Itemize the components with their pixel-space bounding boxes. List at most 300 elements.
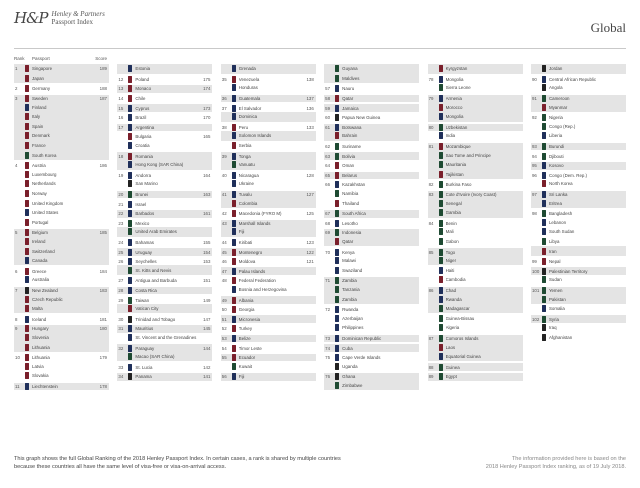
row-rank: 54: [221, 345, 227, 351]
passport-icon: [542, 114, 546, 121]
passport-icon: [128, 161, 132, 168]
row-rank: 19: [118, 172, 124, 178]
passport-icon: [128, 277, 132, 284]
table-row: [14, 74, 109, 84]
table-row: [221, 170, 316, 180]
row-rank: 66: [325, 182, 331, 188]
table-row: [14, 352, 109, 362]
row-rank: 63: [325, 153, 331, 159]
row-country: Singapore: [32, 66, 53, 72]
footer-source-line-1: The information provided here is based on the: [511, 456, 626, 462]
passport-icon: [25, 305, 29, 312]
table-row: [531, 112, 626, 122]
table-row: [531, 304, 626, 314]
row-country: El Salvador: [238, 105, 262, 111]
table-row: [14, 323, 109, 333]
passport-icon: [232, 297, 236, 304]
table-row: [324, 381, 419, 391]
row-country: Lithuania: [32, 344, 50, 350]
table-row: [531, 83, 626, 93]
table-row: [531, 102, 626, 112]
table-row: [531, 285, 626, 295]
passport-icon: [128, 239, 132, 246]
ranking-column: [221, 56, 316, 442]
table-row: [428, 275, 523, 285]
row-country: Mauritania: [445, 162, 467, 168]
passport-icon: [128, 373, 132, 380]
row-country: Mozambique: [445, 144, 471, 150]
row-country: Iraq: [548, 325, 557, 331]
row-rank: 27: [118, 278, 124, 284]
row-rank: 61: [325, 124, 331, 130]
passport-icon: [232, 239, 236, 246]
passport-icon: [25, 162, 29, 169]
table-row: [117, 93, 212, 103]
table-row: [14, 246, 109, 256]
footer-source: [426, 456, 626, 471]
row-country: Costa Rica: [135, 287, 157, 293]
row-country: South Korea: [32, 152, 57, 158]
row-country: Libya: [548, 238, 560, 244]
row-country: Brazil: [135, 115, 147, 121]
row-rank: 93: [531, 144, 537, 150]
table-row: [531, 246, 626, 256]
table-row: [428, 102, 523, 112]
passport-icon: [25, 95, 29, 102]
row-country: Panama: [135, 374, 152, 380]
table-row: [14, 160, 109, 170]
table-row: [531, 150, 626, 160]
row-country: Ukraine: [238, 181, 254, 187]
row-country: Jamaica: [342, 105, 359, 111]
row-country: Suriname: [342, 144, 361, 150]
row-country: Jordan: [548, 66, 563, 72]
row-rank: 48: [221, 278, 227, 284]
row-country: Lesotho: [342, 220, 358, 226]
row-country: South Sudan: [548, 229, 575, 235]
row-score: 147: [203, 316, 211, 322]
ranking-column: [428, 56, 523, 442]
row-country: Brunei: [135, 192, 149, 198]
table-row: [324, 112, 419, 122]
row-country: Sao Tome and Principe: [445, 152, 491, 158]
passport-icon: [335, 190, 339, 197]
row-country: United States: [32, 210, 59, 216]
passport-icon: [25, 75, 29, 82]
table-row: [324, 102, 419, 112]
row-rank: 100: [531, 268, 540, 274]
row-country: Moldova: [238, 259, 256, 265]
row-country: Somalia: [548, 306, 565, 312]
table-row: [221, 93, 316, 103]
table-row: [221, 333, 316, 343]
row-score: 123: [306, 239, 314, 245]
row-country: Paraguay: [135, 345, 155, 351]
row-score: 127: [306, 192, 314, 198]
passport-icon: [232, 76, 236, 83]
passport-icon: [128, 105, 132, 112]
row-rank: 34: [118, 374, 124, 380]
passport-icon: [128, 228, 132, 235]
row-score: 185: [99, 230, 107, 236]
row-country: Philippines: [342, 325, 364, 331]
table-row: [14, 179, 109, 189]
row-country: Laos: [445, 344, 456, 350]
passport-icon: [542, 162, 546, 169]
row-country: Zambia: [342, 278, 357, 284]
table-row: [428, 352, 523, 362]
passport-icon: [439, 209, 443, 216]
table-row: [428, 150, 523, 160]
passport-icon: [542, 296, 546, 303]
row-score: 173: [203, 105, 211, 111]
passport-icon: [25, 65, 29, 72]
row-score: 133: [306, 124, 314, 130]
passport-icon: [439, 305, 443, 312]
row-country: Congo (Rep.): [548, 123, 576, 129]
row-country: Serbia: [238, 143, 252, 149]
passport-icon: [542, 248, 546, 255]
row-country: Fiji: [238, 374, 245, 380]
table-row: [221, 122, 316, 132]
row-country: Finland: [32, 104, 47, 110]
table-row: [324, 246, 419, 256]
passport-icon: [335, 296, 339, 303]
table-row: [324, 265, 419, 275]
passport-icon: [335, 132, 339, 139]
row-country: Federal Federation: [238, 278, 276, 284]
row-country: Kosovo: [548, 163, 564, 169]
row-score: 188: [99, 86, 107, 92]
row-country: Chad: [445, 287, 457, 293]
row-score: 142: [203, 364, 211, 370]
row-country: Nicaragua: [238, 172, 259, 178]
table-row: [324, 218, 419, 228]
row-rank: 85: [428, 249, 434, 255]
row-score: 164: [203, 172, 211, 178]
passport-icon: [25, 152, 29, 159]
passport-icon: [439, 132, 443, 139]
table-row: [324, 275, 419, 285]
row-country: Guinea-Bissau: [445, 315, 475, 321]
passport-icon: [439, 238, 443, 245]
row-country: Bolivia: [342, 153, 356, 159]
row-country: Afghanistan: [548, 334, 573, 340]
row-rank: 15: [118, 105, 124, 111]
row-country: Djibouti: [548, 153, 564, 159]
row-rank: 79: [428, 96, 434, 102]
row-country: Cape Verde Islands: [342, 355, 381, 361]
passport-icon: [232, 65, 236, 72]
row-country: Romania: [135, 153, 153, 159]
table-row: [117, 122, 212, 132]
row-country: Slovakia: [32, 373, 49, 379]
passport-icon: [232, 200, 236, 207]
row-rank: 24: [118, 239, 124, 245]
passport-icon: [542, 287, 546, 294]
row-country: Rwanda: [342, 307, 359, 313]
row-rank: 76: [325, 374, 331, 380]
table-row: [221, 361, 316, 371]
row-country: St. Lucia: [135, 364, 153, 370]
row-country: Pakistan: [548, 296, 566, 302]
table-row: [531, 265, 626, 275]
row-rank: 87: [428, 335, 434, 341]
table-row: [428, 189, 523, 199]
row-score: 163: [203, 192, 211, 198]
row-country: Burundi: [548, 144, 565, 150]
row-rank: 59: [325, 105, 331, 111]
column-body: [117, 64, 212, 381]
table-row: [324, 198, 419, 208]
row-country: Timor Leste: [238, 345, 262, 351]
row-country: Azerbaijan: [342, 315, 363, 321]
row-score: 161: [203, 211, 211, 217]
table-row: [428, 141, 523, 151]
passport-icon: [128, 210, 132, 217]
passport-icon: [232, 268, 236, 275]
ranking-column: [117, 56, 212, 442]
table-row: [117, 150, 212, 160]
row-country: Zimbabwe: [342, 382, 363, 388]
row-rank: 78: [428, 76, 434, 82]
row-rank: 82: [428, 182, 434, 188]
passport-icon: [335, 200, 339, 207]
table-row: [221, 208, 316, 218]
table-row: [117, 131, 212, 141]
table-row: [117, 189, 212, 199]
row-rank: 55: [221, 355, 227, 361]
row-country: Qatar: [342, 96, 354, 102]
passport-icon: [439, 113, 443, 120]
passport-icon: [25, 238, 29, 245]
passport-icon: [439, 249, 443, 256]
passport-icon: [439, 95, 443, 102]
row-country: Micronesia: [238, 316, 261, 322]
row-rank: 44: [221, 239, 227, 245]
row-score: 155: [203, 239, 211, 245]
row-rank: 67: [325, 211, 331, 217]
ranking-column: [531, 56, 626, 442]
table-row: [531, 323, 626, 333]
passport-icon: [439, 200, 443, 207]
row-country: Malta: [32, 306, 43, 312]
row-rank: 10: [15, 355, 20, 361]
passport-icon: [25, 287, 29, 294]
row-country: Sri Lanka: [548, 192, 568, 198]
table-row: [221, 218, 316, 228]
passport-icon: [335, 257, 339, 264]
row-rank: 31: [118, 326, 124, 332]
passport-icon: [25, 123, 29, 130]
table-row: [14, 371, 109, 381]
row-country: Cambodia: [445, 277, 466, 283]
table-row: [531, 313, 626, 323]
row-country: Nigeria: [548, 115, 563, 121]
row-rank: 80: [428, 124, 434, 130]
row-country: Vatican City: [135, 306, 159, 312]
passport-icon: [232, 95, 236, 102]
row-country: Angola: [548, 85, 563, 91]
passport-icon: [232, 363, 236, 370]
row-country: Iceland: [32, 316, 47, 322]
passport-icon: [542, 95, 546, 102]
passport-icon: [128, 267, 132, 274]
row-country: Guyana: [342, 66, 358, 72]
passport-icon: [232, 277, 236, 284]
passport-icon: [232, 286, 236, 293]
row-country: Bahrain: [342, 133, 358, 139]
table-row: [221, 131, 316, 141]
table-row: [324, 313, 419, 323]
passport-icon: [439, 296, 443, 303]
passport-icon: [335, 95, 339, 102]
table-row: [531, 237, 626, 247]
table-row: [324, 170, 419, 180]
table-row: [14, 256, 109, 266]
header-score: Score: [95, 56, 107, 61]
row-rank: 8: [15, 316, 18, 322]
passport-icon: [128, 153, 132, 160]
table-row: [324, 83, 419, 93]
passport-icon: [25, 344, 29, 351]
passport-icon: [439, 335, 443, 342]
row-rank: 30: [118, 316, 124, 322]
row-country: Croatia: [135, 143, 150, 149]
row-rank: 83: [428, 192, 434, 198]
passport-icon: [335, 172, 339, 179]
row-rank: 40: [221, 172, 227, 178]
row-country: Tajikistan: [445, 171, 464, 177]
table-row: [531, 141, 626, 151]
row-country: Swaziland: [342, 267, 363, 273]
row-country: Chile: [135, 96, 146, 102]
table-row: [117, 265, 212, 275]
row-country: Mali: [445, 229, 454, 235]
passport-icon: [128, 114, 132, 121]
passport-icon: [335, 277, 339, 284]
row-country: Kenya: [342, 249, 355, 255]
row-rank: 12: [118, 76, 124, 82]
row-rank: 43: [221, 220, 227, 226]
table-row: [221, 160, 316, 170]
passport-icon: [128, 305, 132, 312]
row-rank: 49: [221, 297, 227, 303]
passport-icon: [25, 104, 29, 111]
passport-icon: [335, 354, 339, 361]
row-rank: 45: [221, 249, 227, 255]
row-country: Kyrgyzstan: [445, 66, 468, 72]
row-rank: 95: [531, 163, 537, 169]
table-row: [117, 237, 212, 247]
row-country: United Kingdom: [32, 200, 64, 206]
passport-icon: [439, 373, 443, 380]
row-country: Morocco: [445, 104, 463, 110]
table-row: [324, 237, 419, 247]
row-country: Venezuela: [238, 76, 260, 82]
passport-icon: [128, 180, 132, 187]
row-score: 145: [203, 326, 211, 332]
row-rank: 102: [531, 316, 540, 322]
row-country: Seychelles: [135, 259, 157, 265]
row-country: Maldives: [342, 75, 360, 81]
passport-icon: [439, 65, 443, 72]
row-country: Qatar: [342, 238, 354, 244]
table-row: [428, 160, 523, 170]
row-rank: 81: [428, 144, 434, 150]
passport-icon: [232, 210, 236, 217]
column-body: [428, 64, 523, 381]
table-row: [14, 381, 109, 391]
passport-icon: [25, 354, 29, 361]
row-country: St. Vincent and the Grenadines: [135, 334, 197, 340]
row-country: Lithuania: [32, 355, 50, 361]
passport-icon: [335, 373, 339, 380]
table-row: [428, 112, 523, 122]
passport-icon: [542, 132, 546, 139]
table-row: [531, 256, 626, 266]
row-rank: 5: [15, 230, 18, 236]
row-country: Central African Republic: [548, 76, 597, 82]
row-country: Eritrea: [548, 200, 562, 206]
row-rank: 41: [221, 192, 227, 198]
row-country: Kuwait: [238, 363, 252, 369]
row-rank: 97: [531, 192, 537, 198]
passport-icon: [25, 85, 29, 92]
row-country: Guatemala: [238, 96, 261, 102]
table-row: [531, 333, 626, 343]
row-country: Comoros Islands: [445, 335, 479, 341]
table-row: [324, 74, 419, 84]
row-country: Kiribati: [238, 239, 253, 245]
table-row: [324, 141, 419, 151]
row-country: Macedonia (FYRO M): [238, 211, 282, 217]
header-passport: Passport: [32, 56, 50, 61]
passport-icon: [232, 325, 236, 332]
row-country: Vanuatu: [238, 162, 255, 168]
table-row: [117, 371, 212, 381]
passport-icon: [335, 238, 339, 245]
column-body: [531, 64, 626, 342]
table-row: [324, 361, 419, 371]
row-country: Spain: [32, 123, 44, 129]
row-country: Canada: [32, 258, 48, 264]
passport-icon: [128, 258, 132, 265]
table-row: [428, 294, 523, 304]
row-rank: 47: [221, 268, 227, 274]
passport-icon: [25, 113, 29, 120]
row-country: Tuvalu: [238, 192, 252, 198]
table-row: [221, 342, 316, 352]
row-score: 128: [306, 172, 314, 178]
row-score: 125: [306, 211, 314, 217]
row-rank: 98: [531, 211, 537, 217]
table-row: [324, 227, 419, 237]
row-country: Malawi: [342, 258, 356, 264]
row-rank: 89: [428, 374, 434, 380]
row-country: Rwanda: [445, 296, 462, 302]
passport-icon: [542, 153, 546, 160]
row-country: Estonia: [135, 66, 151, 72]
table-row: [117, 227, 212, 237]
table-row: [14, 122, 109, 132]
row-country: Australia: [32, 277, 50, 283]
passport-icon: [128, 297, 132, 304]
table-row: [221, 64, 316, 74]
passport-icon: [232, 153, 236, 160]
table-row: [14, 342, 109, 352]
table-row: [221, 237, 316, 247]
